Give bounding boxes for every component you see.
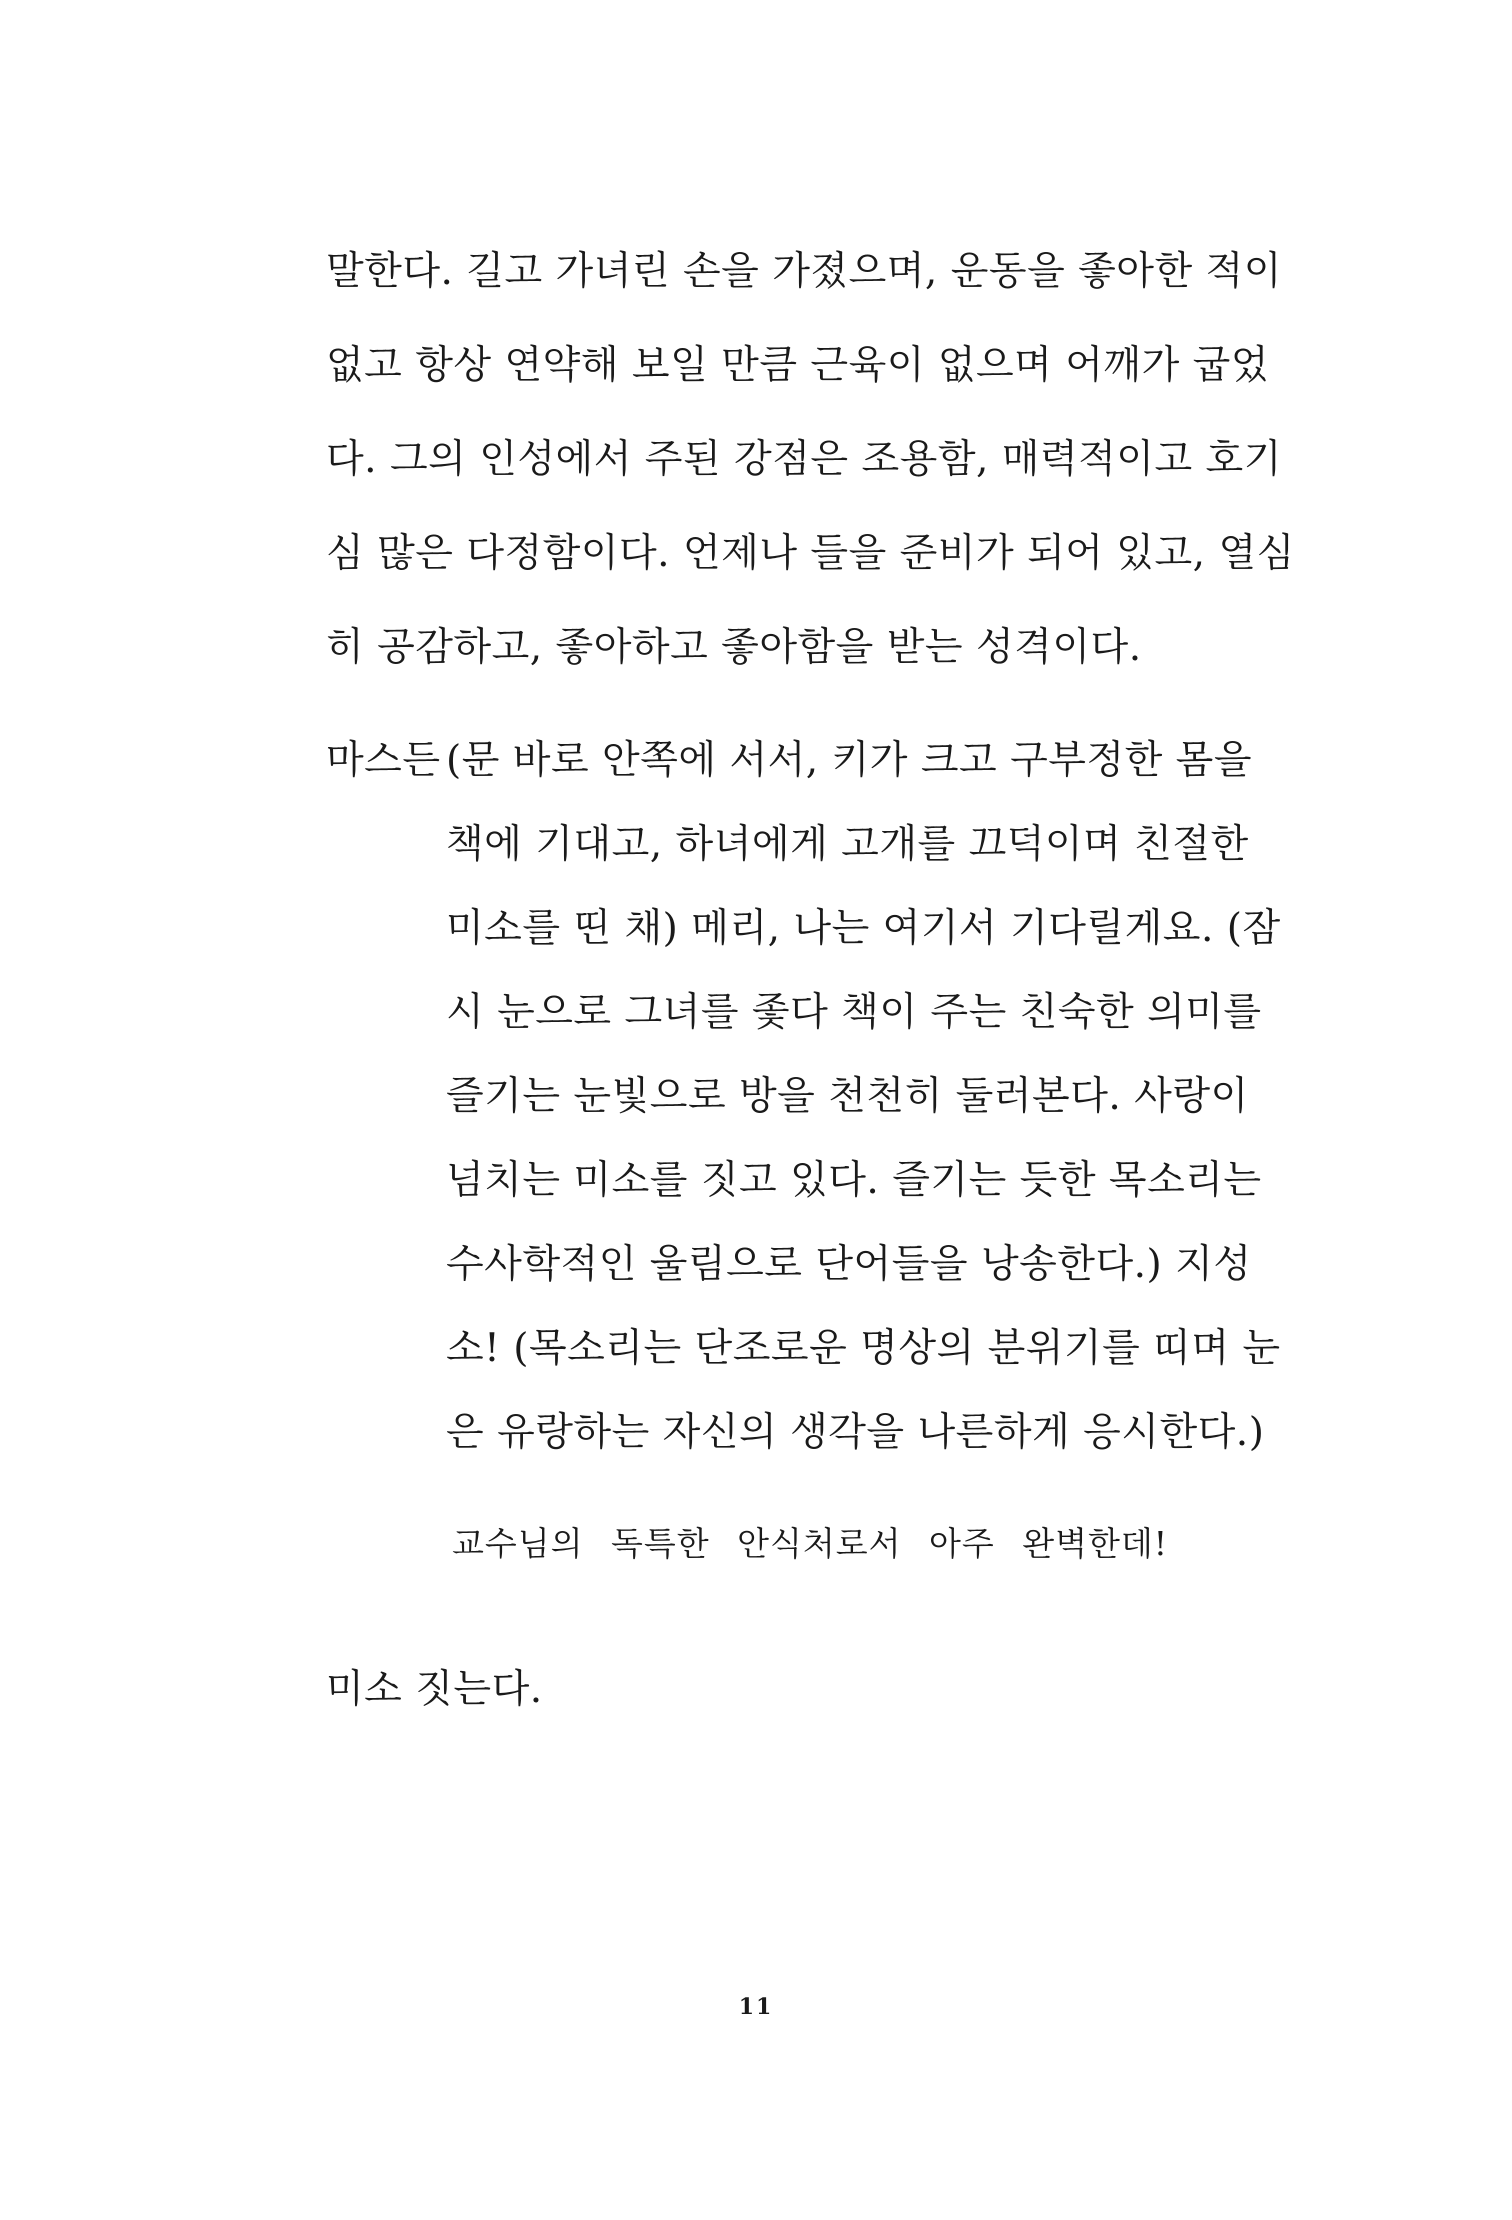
paragraph-line: 심 많은 다정함이다. 언제나 들을 준비가 되어 있고, 열심 <box>326 531 1295 576</box>
dialogue-line: 넘치는 미소를 짓고 있다. 즐기는 듯한 목소리는 <box>446 1158 1262 1203</box>
dialogue-line: 즐기는 눈빛으로 방을 천천히 둘러본다. 사랑이 <box>446 1074 1249 1119</box>
page-number: 11 <box>738 1994 774 2020</box>
dialogue-line: 책에 기대고, 하녀에게 고개를 끄덕이며 친절한 <box>446 822 1249 867</box>
dialogue-line: 수사학적인 울림으로 단어들을 낭송한다.) 지성 <box>446 1242 1252 1287</box>
paragraph-line: 없고 항상 연약해 보일 만큼 근육이 없으며 어깨가 굽었 <box>326 343 1270 388</box>
speaker-name: 마스든 <box>326 738 441 783</box>
dialogue-line: 미소를 띤 채) 메리, 나는 여기서 기다릴게요. (잠 <box>446 906 1281 951</box>
dialogue-line: 은 유랑하는 자신의 생각을 나른하게 응시한다.) <box>446 1410 1265 1455</box>
paragraph-line: 말한다. 길고 가녀린 손을 가졌으며, 운동을 좋아한 적이 <box>326 249 1282 294</box>
closing-line: 미소 짓는다. <box>326 1667 543 1712</box>
dialogue-line: 소! (목소리는 단조로운 명상의 분위기를 띠며 눈 <box>446 1326 1281 1371</box>
paragraph-line: 다. 그의 인성에서 주된 강점은 조용함, 매력적이고 호기 <box>326 437 1282 482</box>
dialogue-line: (문 바로 안쪽에 서서, 키가 크고 구부정한 몸을 <box>446 738 1253 783</box>
dialogue-line: 시 눈으로 그녀를 좇다 책이 주는 친숙한 의미를 <box>446 990 1262 1035</box>
paragraph-line: 히 공감하고, 좋아하고 좋아함을 받는 성격이다. <box>326 625 1142 670</box>
aside-line: 교수님의 독특한 안식처로서 아주 완벽한데! <box>452 1524 1169 1563</box>
